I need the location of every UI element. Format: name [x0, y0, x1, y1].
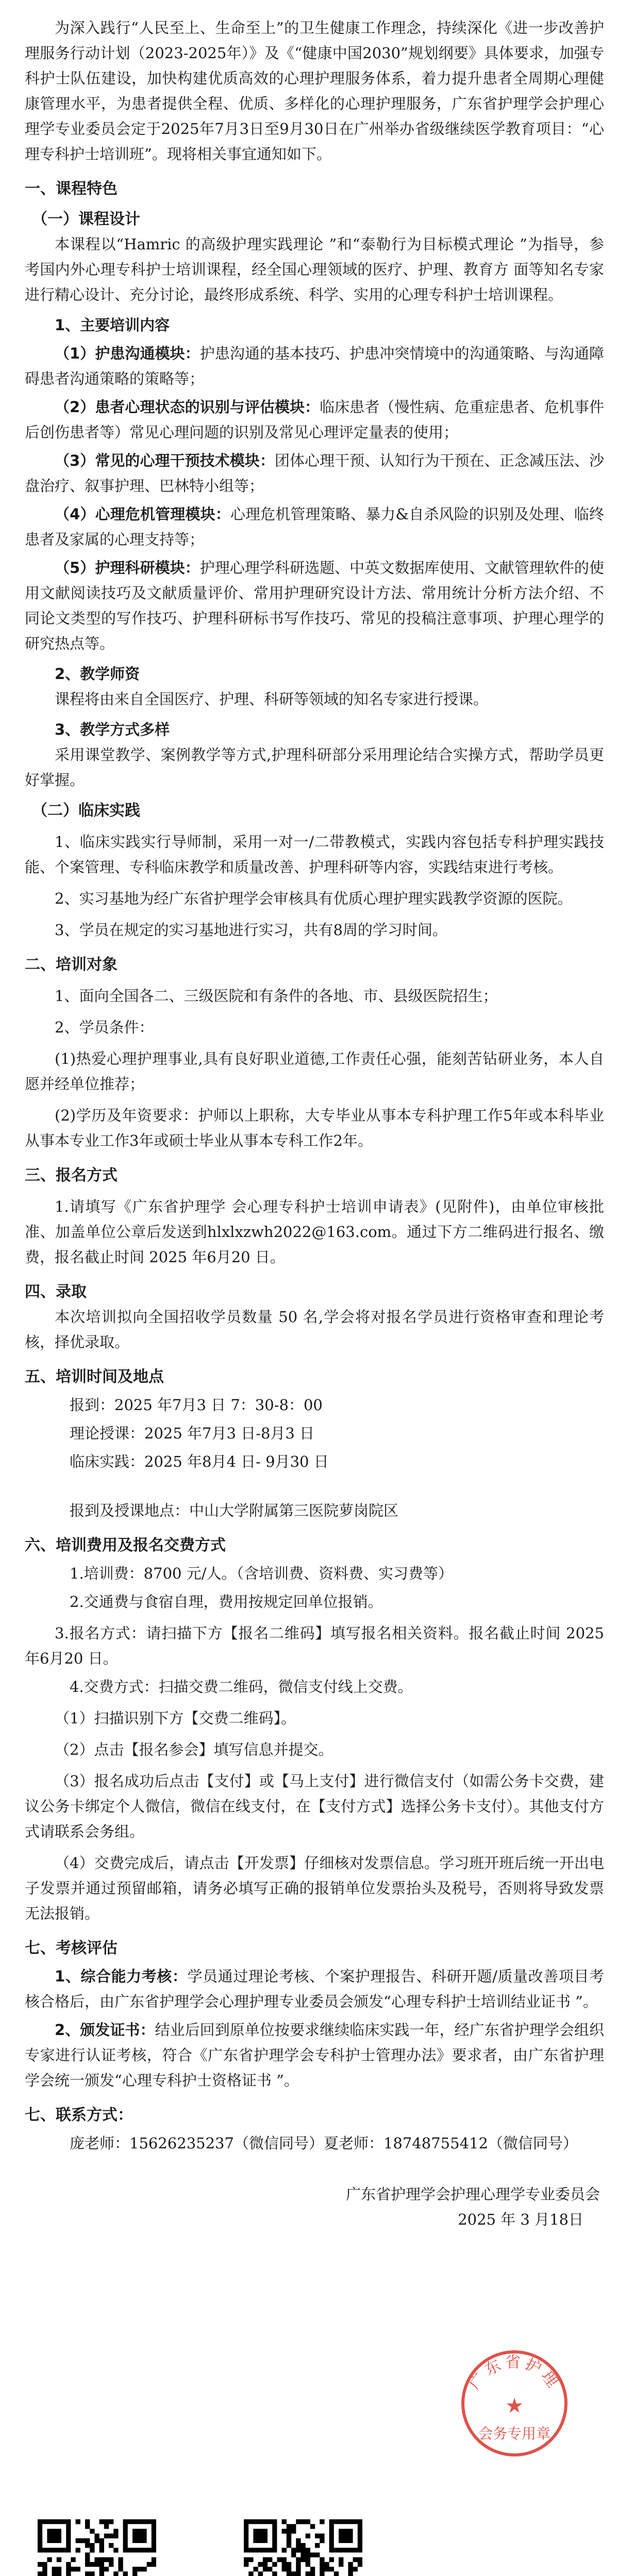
section-course-features-title: 一、课程特色 — [25, 180, 118, 198]
module-text: 团体心理干预、认知行为干预在、正念减压法、沙盘治疗、叙事护理、巴林特小组等； — [25, 452, 604, 495]
signature-date: 2025 年 3 月18日 — [458, 2211, 583, 2228]
module-item-communication — [25, 341, 604, 392]
section-registration-title: 三、报名方式 — [25, 1166, 118, 1184]
subsection-course-design-title: （一）课程设计 — [32, 210, 140, 228]
stamp-top-text: 广东省护理 — [465, 2353, 563, 2394]
registration-paragraph: 1.请填写《广东省护理学 会心理专科护士培训申请表》(见附件)，由单位审核批准、加盖单位公章后发送到hlxlxzwh2022@163.com。通过下方二维码进行报名、缴费，报名截止时间 2025 年6月20 日。 — [25, 1198, 604, 1266]
section-assessment-title: 七、考核评估 — [25, 1939, 118, 1957]
section-target-title: 二、培训对象 — [25, 956, 118, 974]
stamp-star-icon: ★ — [505, 2394, 524, 2418]
fee-item: 4.交费方式：扫描交费二维码，微信支付线上交费。 — [70, 1678, 413, 1696]
payment-qr-block[interactable] — [236, 2519, 370, 2576]
registration-qr-block[interactable] — [30, 2519, 164, 2576]
signature-organization: 广东省护理学会护理心理学专业委员会 — [345, 2185, 600, 2203]
course-design-paragraph: 本课程以“Hamric 的高级护理实践理论 ”和“泰勒行为目标模式理论 ”为指导，参考国内外心理专科护士培训课程，经全国心理领域的医疗、护理、教育方 面等知名专家进行精心设计、充分讨论，最终形成系统、科学、实用的心理专科护士培训课程。 — [25, 235, 604, 303]
clinical-item: 3、学员在规定的实习基地进行实习，共有8周的学习时间。 — [55, 921, 447, 939]
module-item-research — [25, 555, 604, 656]
assessment-certificate — [25, 2018, 604, 2093]
clinical-item: 2、实习基地为经广东省护理学会审核具有优质心理护理实践教学资源的医院。 — [55, 890, 573, 907]
target-condition: (2)学历及年资要求：护师以上职称，大专毕业从事本专科护理工作5年或本科毕业从事本专业工作3年或硕士毕业从事本专科工作2年。 — [25, 1107, 604, 1149]
qr-code-row — [0, 2519, 634, 2576]
module-head: （1）护患沟通模块： — [55, 345, 200, 362]
section-admission-title: 四、录取 — [25, 1283, 87, 1301]
payment-qr-icon[interactable] — [244, 2519, 362, 2576]
module-head: （3）常见的心理干预技术模块： — [55, 452, 275, 469]
clinical-item: 1、临床实践实行导师制，采用一对一/二带教模式，实践内容包括专科护理实践技能、个案管理、专科临床教学和质量改善、护理科研等内容，实践结束进行考核。 — [25, 833, 604, 876]
time-checkin: 报到：2025 年7月3 日 7：30-8：00 — [70, 1396, 323, 1414]
teaching-method-paragraph: 采用课堂教学、案例教学等方式,护理科研部分采用理论结合实操方式，帮助学员更好掌握。 — [25, 746, 604, 789]
payment-step: （2）点击【报名参会】填写信息并提交。 — [55, 1741, 333, 1758]
assessment-head: 1、综合能力考核： — [55, 1968, 188, 1985]
official-seal-stamp — [458, 2347, 571, 2460]
teachers-paragraph: 课程将由来自全国医疗、护理、科研等领域的知名专家进行授课。 — [55, 690, 489, 708]
assessment-head: 2、颁发证书： — [55, 2021, 155, 2039]
payment-step: （3）报名成功后点击【支付】或【马上支付】进行微信支付（如需公务卡交费，建议公务卡绑定个人微信，微信在线支付，在【支付方式】选择公务卡支付）。其他支付方式请联系会务组。 — [25, 1772, 604, 1840]
fee-item: 2.交通费与食宿自理，费用按规定回单位报销。 — [70, 1593, 383, 1611]
registration-qr-icon[interactable] — [38, 2519, 156, 2576]
module-item-crisis — [25, 502, 604, 552]
assessment-text: 学员通过理论考核、个案护理报告、科研开题/质量改善项目考核合格后，由广东省护理学会心理护理专业委员会颁发“心理专科护士培训结业证书 ”。 — [25, 1968, 604, 2010]
admission-paragraph: 本次培训拟向全国招收学员数量 50 名,学会将对报名学员进行资格审查和理论考核，择优录取。 — [25, 1308, 604, 1351]
module-head: （5）护理科研模块： — [55, 559, 200, 577]
main-content-heading: 1、主要培训内容 — [55, 316, 170, 334]
location-line: 报到及授课地点：中山大学附属第三医院萝岗院区 — [70, 1502, 399, 1519]
intro-paragraph: 为深入践行“人民至上、生命至上”的卫生健康工作理念，持续深化《进一步改善护理服务行动计划（2023-2025年）》及《“健康中国2030”规划纲要》具体要求，加强专科护士队伍建设，加快构建优质高效的心理护理服务体系，着力提升患者全周期心理健康管理水平，为患者提供全程、优质、多样化的心理护理服务，广东省护理学会护理心理学专业委员会定于2025年7月3日至9月30日在广州举办省级继续医学教育项目：“心理专科护士培训班”。现将相关事宜通知如下。 — [25, 19, 604, 163]
module-head: （4）心理危机管理模块： — [55, 505, 230, 523]
section-contact-title: 七、联系方式： — [25, 2106, 133, 2124]
module-head: （2）患者心理状态的识别与评估模块： — [55, 398, 320, 416]
target-item: 2、学员条件： — [55, 1019, 154, 1036]
module-text: 护患沟通的基本技巧、护患冲突情境中的沟通策略、与沟通障碍患者沟通策略的策略等； — [25, 345, 604, 387]
module-item-intervention — [25, 448, 604, 499]
svg-text:广东省护理 — [465, 2353, 563, 2393]
assessment-comprehensive — [25, 1964, 604, 2014]
payment-step: （4）交费完成后，请点击【开发票】仔细核对发票信息。学习班开班后统一开出电子发票并通过预留邮箱，请务必填写正确的报销单位发票抬头及税号，否则将导致发票无法报销。 — [25, 1854, 604, 1922]
module-item-assessment — [25, 395, 604, 445]
teachers-heading: 2、教学师资 — [55, 665, 140, 683]
target-condition: (1)热爱心理护理事业,具有良好职业道德,工作责任心强，能刻苦钻研业务，本人自愿并经单位推荐； — [25, 1050, 604, 1093]
section-fee-title: 六、培训费用及报名交费方式 — [25, 1536, 226, 1554]
teaching-method-heading: 3、教学方式多样 — [55, 721, 170, 738]
module-text: 护理心理学科研选题、中英文数据库使用、文献管理软件的使用文献阅读技巧及文献质量评价、常用护理研究设计方法、常用统计分析方法介绍、不同论文类型的写作技巧、护理科研标书写作技巧、常见的投稿注意事项、护理心理学的研究热点等。 — [25, 559, 604, 652]
stamp-bottom-text: 会务专用章 — [478, 2425, 551, 2442]
time-theory: 理论授课：2025 年7月3 日-8月3 日 — [70, 1425, 315, 1442]
subsection-clinical-practice-title: （二）临床实践 — [32, 802, 140, 820]
module-text: 临床患者（慢性病、危重症患者、危机事件后创伤患者等）常见心理问题的识别及常见心理评定量表的使用； — [25, 398, 604, 441]
module-text: 心理危机管理策略、暴力&自杀风险的识别及处理、临终患者及家属的心理支持等； — [25, 505, 604, 548]
payment-step: （1）扫描识别下方【交费二维码】。 — [55, 1709, 296, 1727]
contact-line: 庞老师：15626235237（微信同号）夏老师：18748755412（微信同号） — [70, 2134, 578, 2152]
assessment-text: 结业后回到原单位按要求继续临床实践一年，经广东省护理学会组织专家进行认证考核，符合《广东省护理学会专科护士管理办法》要求者，由广东省护理学会统一颁发“心理专科护士资格证书 ”。 — [25, 2021, 604, 2089]
section-time-place-title: 五、培训时间及地点 — [25, 1368, 164, 1386]
fee-item: 3.报名方式：请扫描下方【报名二维码】填写报名相关资料。报名截止时间 2025 年6月20 日。 — [25, 1624, 604, 1667]
time-clinical: 临床实践：2025 年8月4 日- 9月30 日 — [70, 1453, 329, 1470]
target-item: 1、面向全国各二、三级医院和有条件的各地、市、县级医院招生； — [55, 987, 498, 1005]
fee-item: 1.培训费：8700 元/人。（含培训费、资料费、实习费等） — [70, 1565, 453, 1582]
